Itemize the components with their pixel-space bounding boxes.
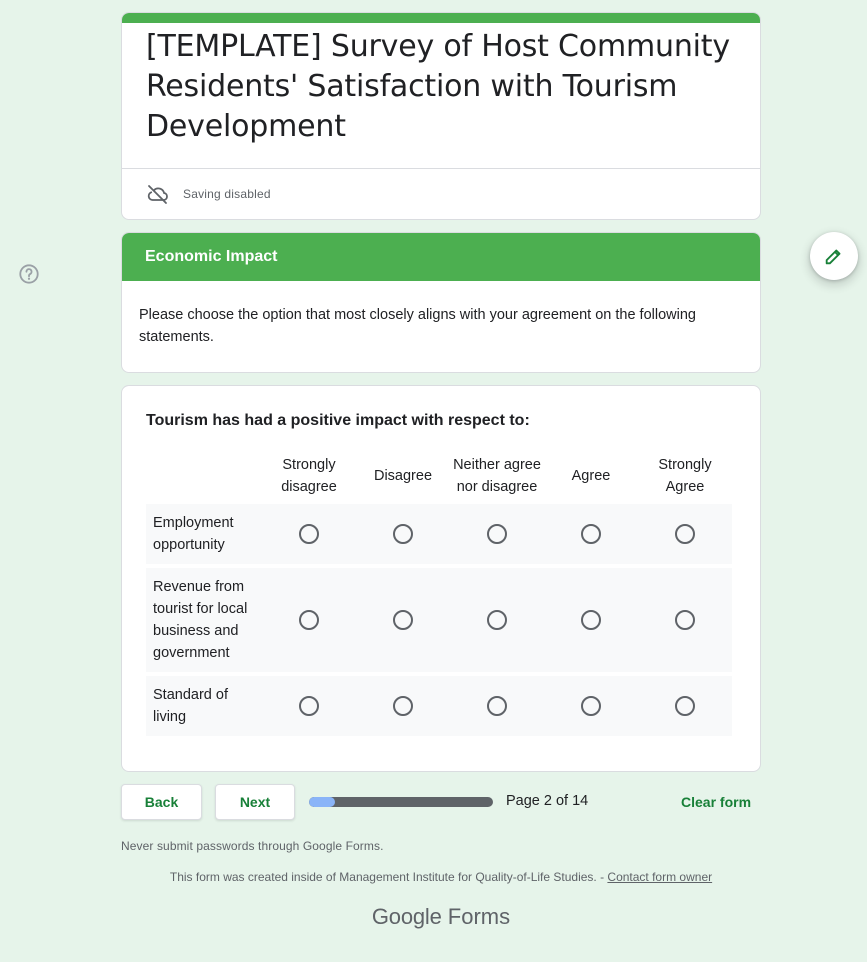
section-title: Economic Impact (122, 233, 760, 281)
column-header: Disagree (373, 468, 433, 484)
form-title: [TEMPLATE] Survey of Host Community Residents' Satisfaction with Tourism Development (146, 29, 730, 144)
radio-button[interactable] (675, 524, 695, 544)
created-text: This form was created inside of Management Institute for Quality-of-Life Studies. - (169, 870, 608, 884)
radio-button[interactable] (487, 610, 507, 630)
radio-button[interactable] (393, 696, 413, 716)
row-label: Standard of living (153, 687, 228, 725)
next-button[interactable]: Next (215, 784, 295, 820)
logo-forms: Forms (447, 904, 511, 929)
created-by-text (0, 870, 867, 884)
grid-row (146, 676, 732, 736)
saving-status (122, 169, 760, 219)
google-forms-logo[interactable] (0, 904, 867, 930)
question-card (121, 385, 761, 772)
page-indicator: Page 2 of 14 (506, 793, 589, 809)
column-header: Strongly disagree (281, 457, 337, 495)
edit-form-button[interactable] (810, 232, 858, 280)
row-label: Revenue from tourist for local business and government (153, 579, 248, 661)
logo-google: Google (371, 904, 442, 929)
column-header: Neither agree nor disagree (453, 457, 541, 495)
radio-button[interactable] (675, 610, 695, 630)
clear-form-button[interactable]: Clear form (681, 794, 752, 810)
progress-bar (309, 797, 493, 807)
radio-button[interactable] (675, 696, 695, 716)
contact-owner-link[interactable]: Contact form owner (607, 870, 713, 884)
grid-header (146, 452, 732, 500)
likert-grid (146, 452, 732, 736)
help-icon[interactable] (18, 263, 40, 285)
section-header-card (121, 232, 761, 373)
grid-row (146, 504, 732, 564)
row-label: Employment opportunity (153, 515, 234, 553)
column-header: Agree (571, 468, 611, 484)
radio-button[interactable] (581, 696, 601, 716)
radio-button[interactable] (581, 610, 601, 630)
question-title: Tourism has had a positive impact with respect to: (146, 412, 530, 429)
radio-button[interactable] (487, 696, 507, 716)
radio-button[interactable] (299, 524, 319, 544)
column-header: Strongly Agree (658, 457, 712, 495)
radio-button[interactable] (581, 524, 601, 544)
radio-button[interactable] (299, 696, 319, 716)
radio-button[interactable] (393, 610, 413, 630)
back-button[interactable]: Back (121, 784, 202, 820)
form-header-card (121, 12, 761, 220)
section-description: Please choose the option that most closely aligns with your agreement on the following statements. (139, 307, 696, 345)
accent-bar (122, 13, 760, 23)
radio-button[interactable] (299, 610, 319, 630)
progress-fill (309, 797, 335, 807)
cloud-off-icon (146, 182, 170, 206)
radio-button[interactable] (393, 524, 413, 544)
grid-row (146, 568, 732, 672)
radio-button[interactable] (487, 524, 507, 544)
password-warning: Never submit passwords through Google Forms. (121, 839, 384, 853)
pencil-icon (823, 245, 845, 267)
saving-status-text: Saving disabled (183, 187, 271, 201)
